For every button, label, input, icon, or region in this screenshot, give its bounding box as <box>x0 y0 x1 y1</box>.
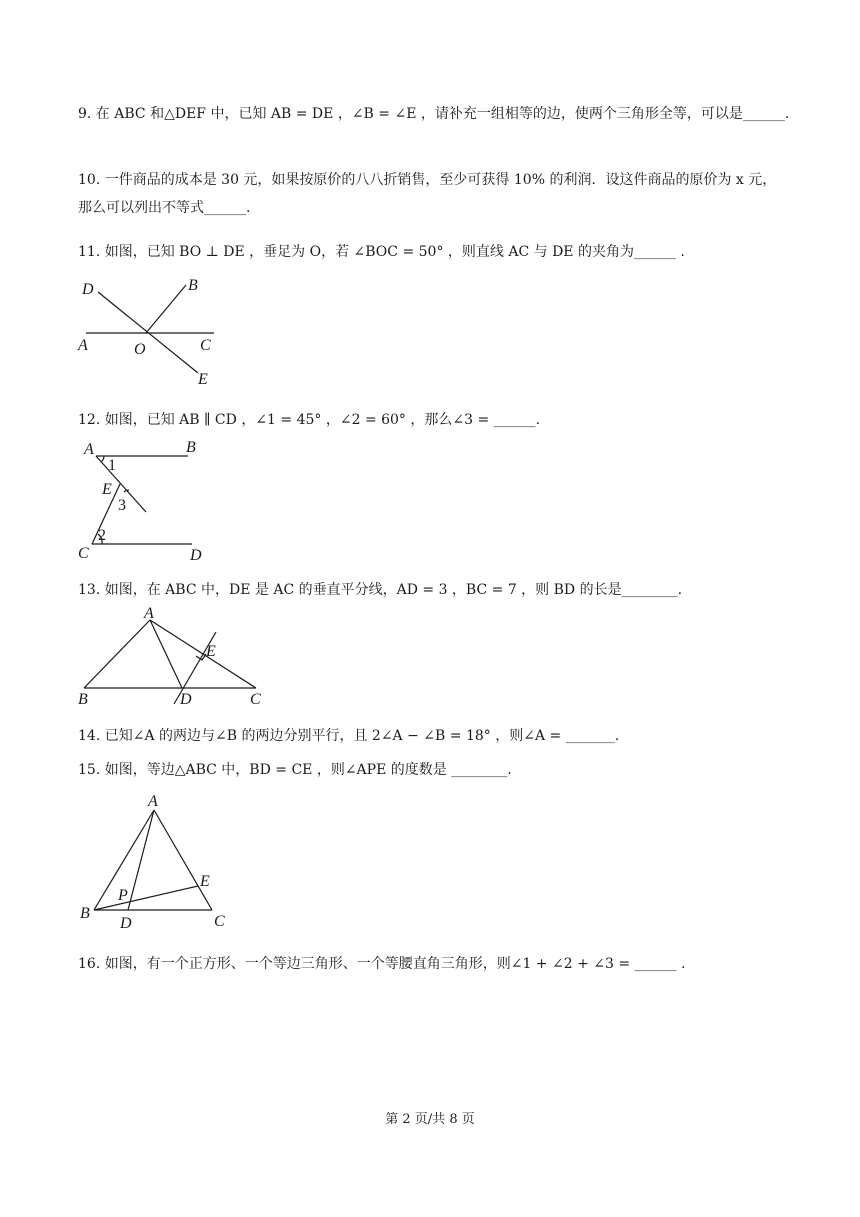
label-c: C <box>78 545 89 562</box>
label-d: D <box>180 691 192 708</box>
figure-13 <box>74 604 274 714</box>
page-footer: 第 2 页/共 8 页 <box>385 1112 475 1127</box>
figure-11 <box>74 272 224 392</box>
question-11: 11. 如图，已知 BO ⊥ DE ，垂足为 O，若 ∠BOC = 50° ，则直线 AC 与 DE 的夹角为______ . <box>78 244 685 260</box>
figure-15 <box>74 790 244 935</box>
angle-mark-1 <box>101 456 104 462</box>
label-1: 1 <box>108 457 116 474</box>
label-2: 2 <box>98 527 106 544</box>
label-o: O <box>134 341 146 358</box>
side-ab <box>84 620 150 688</box>
label-e: E <box>200 873 210 890</box>
question-14: 14. 已知∠A 的两边与∠B 的两边分别平行，且 2∠A − ∠B = 18° ，则∠A = _______. <box>78 728 620 744</box>
label-d: D <box>82 281 94 298</box>
label-e: E <box>198 371 208 388</box>
label-e: E <box>206 643 216 660</box>
label-a: A <box>144 605 154 622</box>
label-b: B <box>186 439 196 456</box>
segment-ad <box>128 810 154 910</box>
label-d: D <box>190 547 202 564</box>
label-d: D <box>120 915 132 932</box>
label-a: A <box>78 337 88 354</box>
label-b: B <box>188 277 198 294</box>
question-9: 9. 在 ABC 和△DEF 中，已知 AB = DE ，∠B = ∠E ，请补充一组相等的边，使两个三角形全等，可以是______. <box>78 106 790 122</box>
label-p: P <box>118 887 128 904</box>
label-e: E <box>102 481 112 498</box>
label-c: C <box>214 913 225 930</box>
label-b: B <box>80 905 90 922</box>
figure-12 <box>74 436 224 566</box>
line-ob <box>146 285 186 333</box>
label-c: C <box>200 337 211 354</box>
label-a: A <box>84 441 94 458</box>
question-13: 13. 如图，在 ABC 中，DE 是 AC 的垂直平分线，AD = 3 ，BC = 7 ，则 BD 的长是________. <box>78 582 683 598</box>
question-12: 12. 如图，已知 AB ∥ CD ，∠1 = 45° ，∠2 = 60° ，那么∠3 = ______. <box>78 412 541 428</box>
side-ac <box>154 810 212 910</box>
segment-be <box>94 886 198 910</box>
question-15: 15. 如图，等边△ABC 中，BD = CE ，则∠APE 的度数是 ________. <box>78 762 512 778</box>
label-c: C <box>250 691 261 708</box>
question-10: 10. 一件商品的成本是 30 元，如果按原价的八八折销售，至少可获得 10% 的利润．设这件商品的原价为 x 元，那么可以列出不等式______. <box>78 172 777 216</box>
question-16: 16. 如图，有一个正方形、一个等边三角形、一个等腰直角三角形，则∠1 + ∠2 + ∠3 = ______ . <box>78 956 686 972</box>
label-a: A <box>148 793 158 810</box>
label-3: 3 <box>118 497 126 514</box>
label-b: B <box>78 691 88 708</box>
